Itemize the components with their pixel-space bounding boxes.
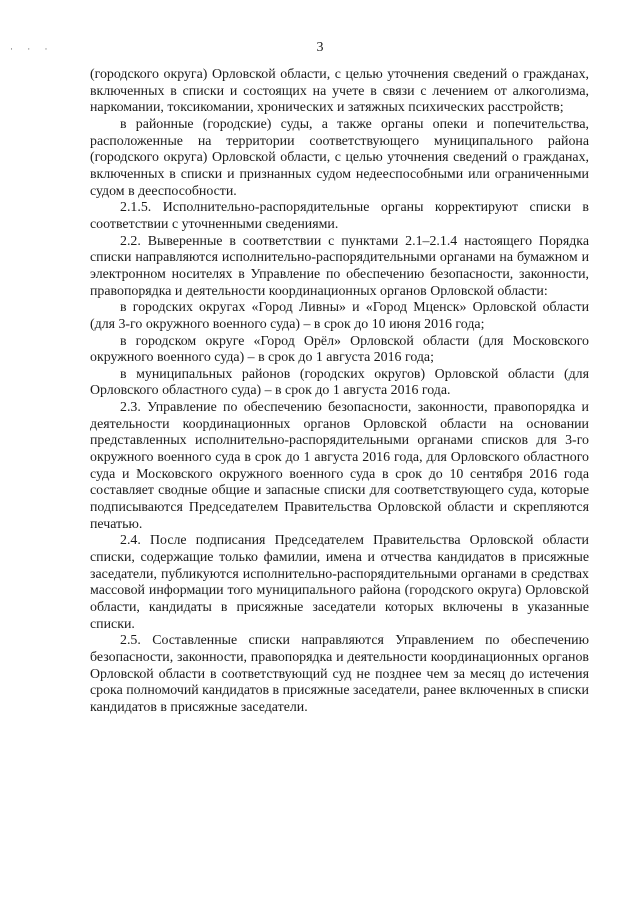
paragraph: в городском округе «Город Орёл» Орловской области (для Московского окружного военного суда) – в срок до 1 августа 2016 года; xyxy=(90,333,589,366)
document-body xyxy=(90,67,589,717)
paragraph: в муниципальных районов (городских округов) Орловской области (для Орловского областного суда) – в срок до 1 августа 2016 года. xyxy=(90,366,589,399)
scan-specks: · · · xyxy=(10,44,54,54)
paragraph: 2.1.5. Исполнительно-распорядительные органы корректируют списки в соответствии с уточненными сведениями. xyxy=(90,200,589,232)
paragraph: 2.5. Составленные списки направляются Управлением по обеспечению безопасности, законности, правопорядка и деятельности координационных органов Орловской области в соответствующий суд не позднее чем за месяц до истечения срока полномочий кандидатов в присяжные заседатели, ранее включенных в списки кандидатов в присяжные заседатели. xyxy=(90,633,589,715)
paragraph: 2.3. Управление по обеспечению безопасности, законности, правопорядка и деятельности координационных органов Орловской области на основании представленных исполнительно-распорядительными органами списков для 3-го окружного военного суда в срок до 1 августа 2016 года, для Орловского областного суда и Московского окружного военного суда в срок до 10 сентября 2016 года составляет сводные общие и запасные списки для соответствующего суда, которые подписываются Председателем Правительства Орловской области и скрепляются печатью. xyxy=(90,400,589,532)
page-number: 3 xyxy=(316,40,324,55)
paragraph: 2.2. Выверенные в соответствии с пунктами 2.1–2.1.4 настоящего Порядка списки направляются исполнительно-распорядительными органами на бумажном и электронном носителях в Управление по обеспечению безопасности, законности, правопорядка и деятельности координационных органов Орловской области: xyxy=(90,233,589,299)
paragraph: 2.4. После подписания Председателем Правительства Орловской области списки, содержащие только фамилии, имена и отчества кандидатов в присяжные заседатели, публикуются исполнительно-распорядительными органами в средствах массовой информации того муниципального района (городского округа) Орловской области, кандидаты в присяжные заседатели которых включены в указанные списки. xyxy=(90,533,589,632)
paragraph: в районные (городские) суды, а также органы опеки и попечительства, расположенные на территории соответствующего муниципального района (городского округа) Орловской области, с целью уточнения сведений о гражданах, включенных в списки и признанных судом недееспособными или ограниченными судом в дееспособности. xyxy=(90,116,589,199)
paragraph: (городского округа) Орловской области, с целью уточнения сведений о гражданах, включенных в списки и состоящих на учете в связи с лечением от алкоголизма, наркомании, токсикомании, хронических и затяжных психических расстройств; xyxy=(90,67,589,116)
paragraph: в городских округах «Город Ливны» и «Город Мценск» Орловской области (для 3-го окружного военного суда) – в срок до 10 июня 2016 года; xyxy=(90,300,589,332)
